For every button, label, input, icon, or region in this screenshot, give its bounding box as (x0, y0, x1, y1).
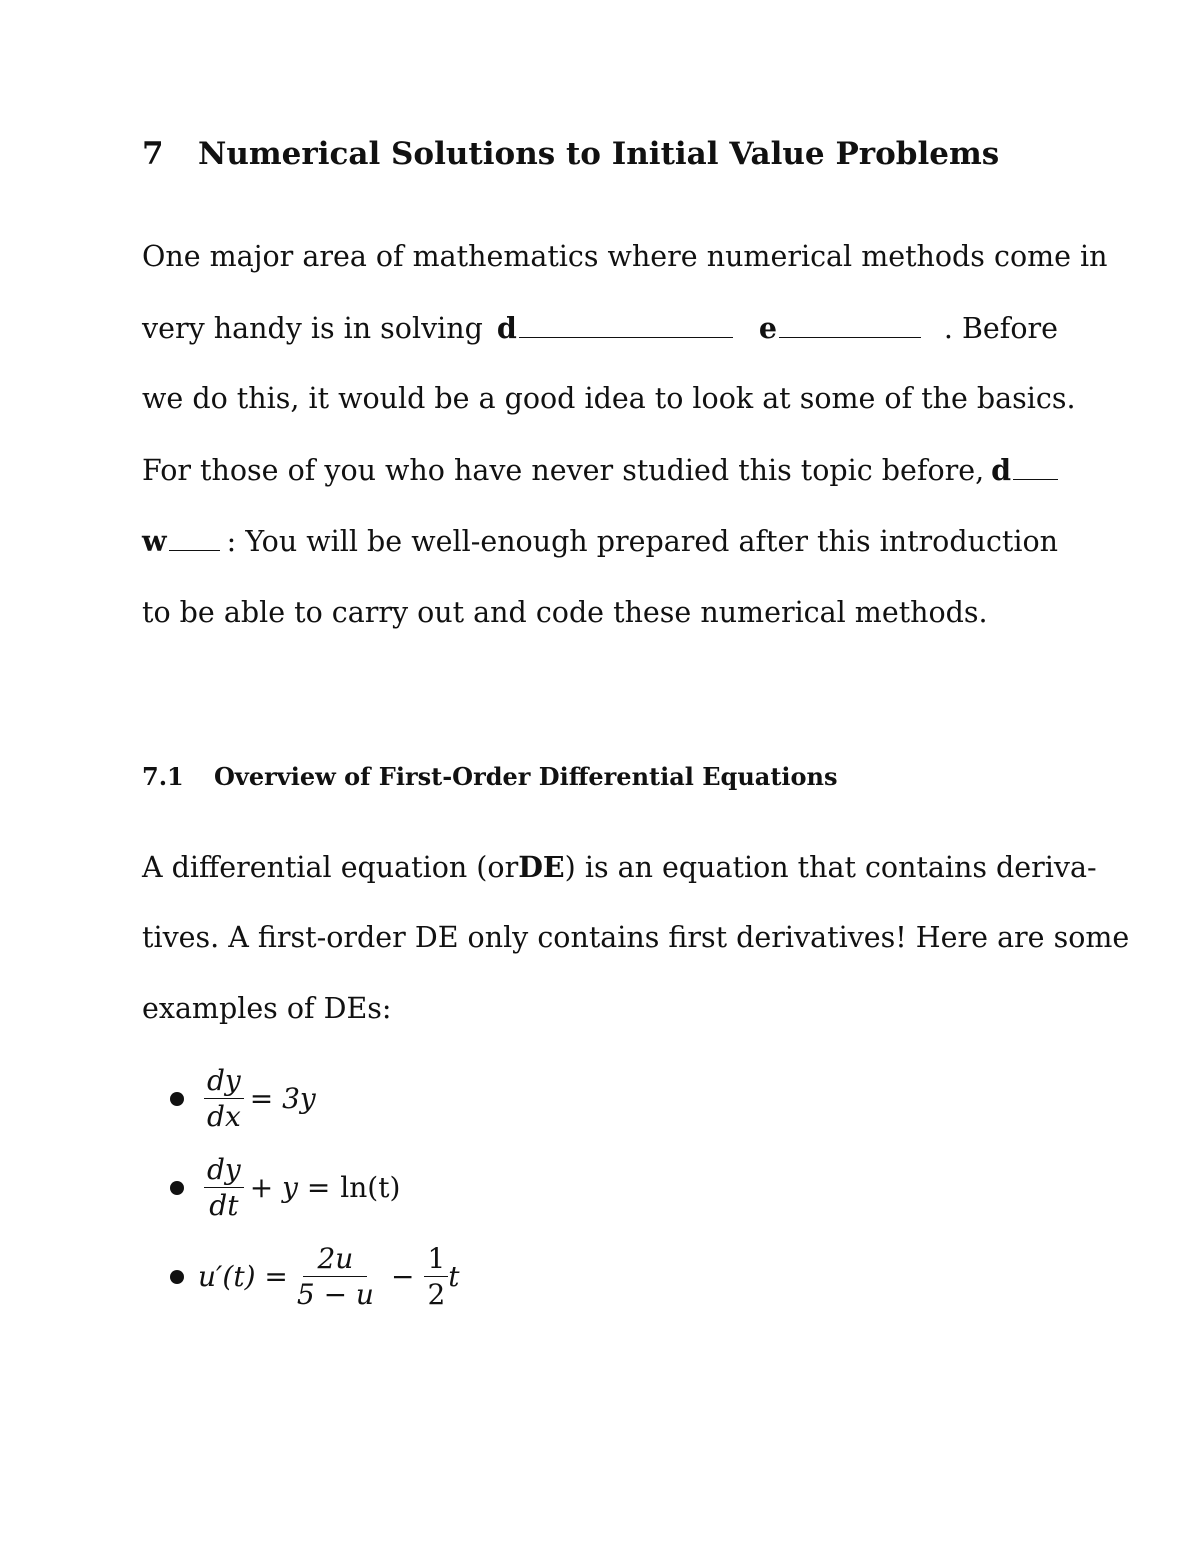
body-line-3 (142, 992, 1058, 1025)
fill-in-blank-1[interactable] (519, 336, 733, 338)
denominator: 5 − u (296, 1278, 374, 1312)
intro-line-3 (142, 382, 1076, 415)
denominator: 2 (427, 1278, 446, 1312)
blank-hint-w: w (142, 524, 167, 558)
denominator: dt (209, 1189, 239, 1223)
fraction (294, 1244, 377, 1310)
bullet-icon (170, 1270, 184, 1284)
example-equation-2 (170, 1155, 400, 1221)
intro-line-6 (142, 596, 1058, 629)
body-text: tives. A first-order DE only contains first derivatives! Here are some (142, 921, 1130, 954)
fill-in-blank-4[interactable] (169, 549, 221, 551)
equation-lhs: u′(t) = (198, 1260, 288, 1294)
fraction (424, 1244, 448, 1310)
numerator: 2u (303, 1244, 367, 1277)
subsection-number: 7.1 (142, 762, 184, 791)
section-heading (142, 136, 999, 172)
numerator: dy (204, 1066, 244, 1099)
de-abbreviation: DE (518, 850, 565, 884)
intro-line-4 (142, 453, 1058, 487)
numerator: dy (204, 1155, 244, 1188)
intro-text: One major area of mathematics where numerical methods come in (142, 240, 1108, 273)
subsection-title: Overview of First-Order Differential Equations (214, 762, 838, 791)
example-equation-3 (170, 1244, 460, 1310)
blank-hint-d: d (991, 453, 1012, 487)
section-title: Numerical Solutions to Initial Value Problems (198, 136, 1000, 172)
subsection-heading (142, 762, 838, 791)
intro-line-5 (142, 524, 1058, 558)
fill-in-blank-3[interactable] (1013, 478, 1058, 480)
fraction (204, 1155, 244, 1221)
equation-rhs: ln(t) (340, 1171, 401, 1205)
body-line-1 (142, 850, 1097, 884)
fill-in-blank-2[interactable] (779, 336, 921, 338)
bullet-icon (170, 1181, 184, 1195)
blank-hint-d: d (496, 311, 517, 345)
minus-operator: − (390, 1260, 415, 1294)
fraction (204, 1066, 244, 1132)
denominator: dx (207, 1100, 241, 1134)
blank-hint-e: e (758, 311, 777, 345)
body-line-2 (142, 921, 1130, 954)
intro-text: we do this, it would be a good idea to look at some of the basics. (142, 382, 1076, 415)
bullet-icon (170, 1092, 184, 1106)
equation-rhs: = 3y (249, 1082, 316, 1116)
numerator: 1 (424, 1244, 448, 1277)
example-equation-1 (170, 1066, 316, 1132)
intro-text: . Before (943, 312, 1058, 345)
equation-tail: t (448, 1260, 460, 1294)
intro-line-2 (142, 311, 1058, 345)
equation-middle: + y = (249, 1171, 331, 1205)
intro-text: very handy is in solving (142, 312, 483, 345)
intro-line-1 (142, 240, 1108, 273)
section-number: 7 (142, 136, 164, 172)
body-text: ) is an equation that contains deriva- (564, 851, 1097, 884)
body-text: examples of DEs: (142, 992, 392, 1025)
intro-text: to be able to carry out and code these numerical methods. (142, 596, 988, 629)
intro-text: For those of you who have never studied this topic before, (142, 454, 985, 487)
intro-text: : You will be well-enough prepared after this introduction (226, 525, 1058, 558)
body-text: A differential equation (or (142, 851, 519, 884)
